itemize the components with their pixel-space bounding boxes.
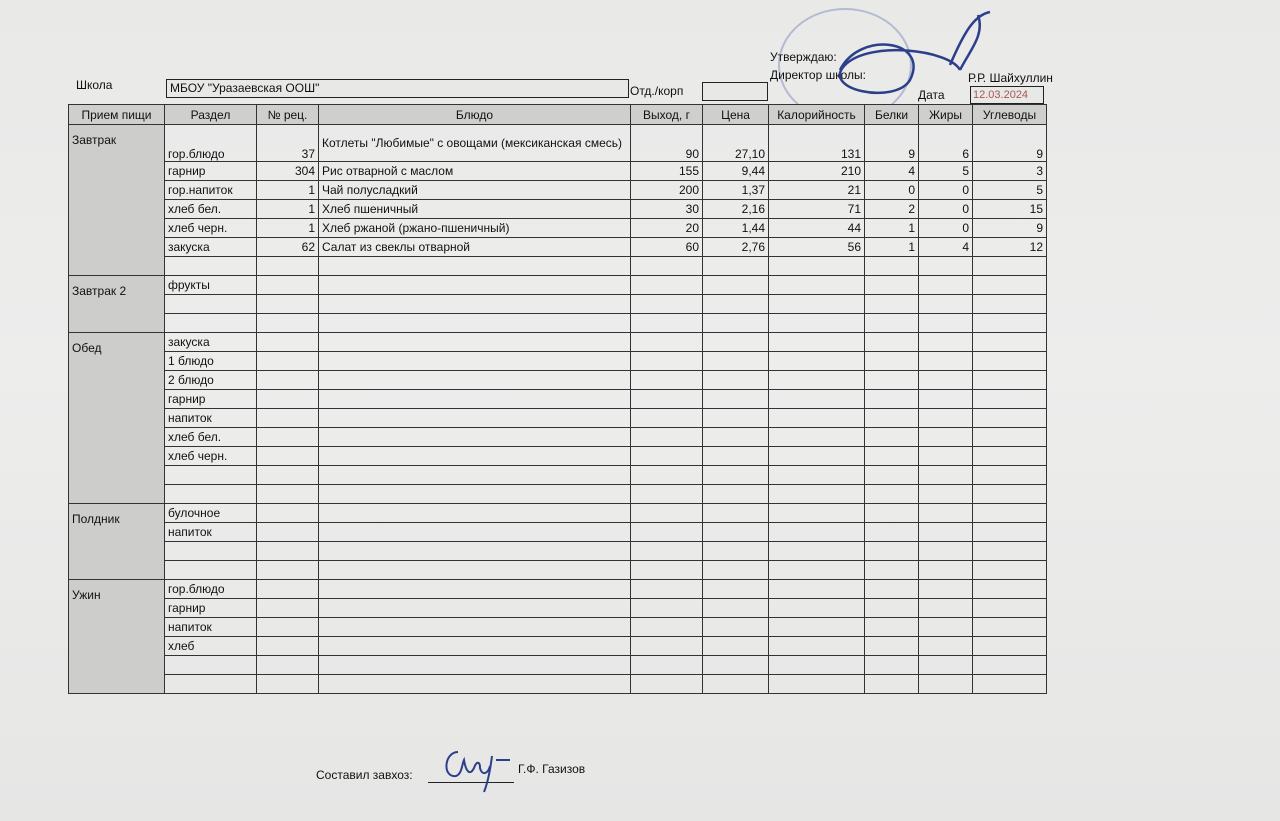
compiled-name: Г.Ф. Газизов [518,762,586,776]
meal-dinner: Ужин [69,580,165,694]
table-row [69,447,1047,466]
table-header [69,105,1047,125]
table-row [69,428,1047,447]
col-protein: Белки [865,105,919,125]
section-cell: хлеб черн. [165,447,257,466]
date-label: Дата [918,88,945,102]
manager-signature [440,738,520,794]
calories-cell: 44 [769,219,865,238]
col-dish: Блюдо [319,105,631,125]
table-row [69,542,1047,561]
section-cell: гарнир [165,599,257,618]
dish-cell: Салат из свеклы отварной [319,238,631,257]
output-cell: 90 [631,125,703,162]
table-row [69,656,1047,675]
section-cell: гарнир [165,162,257,181]
carbs-cell: 9 [973,219,1047,238]
table-row [69,390,1047,409]
calories-cell: 131 [769,125,865,162]
fat-cell: 0 [919,219,973,238]
calories-cell: 21 [769,181,865,200]
calories-cell: 56 [769,238,865,257]
fat-cell: 5 [919,162,973,181]
meal-breakfast: Завтрак [69,125,165,276]
col-calories: Калорийность [769,105,865,125]
section-cell: гор.напиток [165,181,257,200]
table-row [69,618,1047,637]
section-cell: фрукты [165,276,257,295]
director-name: Р.Р. Шайхуллин [968,71,1053,85]
col-meal: Прием пищи [69,105,165,125]
output-cell: 200 [631,181,703,200]
section-cell: напиток [165,523,257,542]
table-row [69,675,1047,694]
table-row [69,504,1047,523]
fat-cell: 0 [919,200,973,219]
school-name-field [166,79,629,98]
table-row [69,466,1047,485]
carbs-cell: 5 [973,181,1047,200]
col-price: Цена [703,105,769,125]
table-row [69,580,1047,599]
output-cell: 60 [631,238,703,257]
table-row [69,276,1047,295]
output-cell: 20 [631,219,703,238]
fat-cell: 0 [919,181,973,200]
meal-lunch: Обед [69,333,165,504]
recipe-cell: 1 [257,200,319,219]
col-fat: Жиры [919,105,973,125]
price-cell: 2,76 [703,238,769,257]
calories-cell: 210 [769,162,865,181]
section-cell: гор.блюдо [165,125,257,162]
meal-snack: Полдник [69,504,165,580]
price-cell: 1,44 [703,219,769,238]
table-row [69,219,1047,238]
table-row [69,371,1047,390]
protein-cell: 9 [865,125,919,162]
section-cell: булочное [165,504,257,523]
table-row [69,485,1047,504]
table-row [69,238,1047,257]
section-cell: напиток [165,409,257,428]
calories-cell: 71 [769,200,865,219]
col-section: Раздел [165,105,257,125]
dish-cell: Котлеты "Любимые" с овощами (мексиканская смесь) [319,125,631,162]
table-row [69,295,1047,314]
output-cell: 155 [631,162,703,181]
table-row [69,409,1047,428]
protein-cell: 1 [865,219,919,238]
price-cell: 2,16 [703,200,769,219]
protein-cell: 0 [865,181,919,200]
table-row [69,637,1047,656]
section-cell: гарнир [165,390,257,409]
section-cell: гор.блюдо [165,580,257,599]
price-cell: 9,44 [703,162,769,181]
table-row [69,257,1047,276]
protein-cell: 2 [865,200,919,219]
price-cell: 27,10 [703,125,769,162]
section-cell: хлеб бел. [165,428,257,447]
recipe-cell: 62 [257,238,319,257]
table-row [69,523,1047,542]
table-row [69,314,1047,333]
section-cell: напиток [165,618,257,637]
meal-breakfast2: Завтрак 2 [69,276,165,333]
protein-cell: 1 [865,238,919,257]
carbs-cell: 12 [973,238,1047,257]
table-row [69,181,1047,200]
dept-label: Отд./корп [630,84,684,98]
dish-cell: Чай полусладкий [319,181,631,200]
table-row [69,333,1047,352]
carbs-cell: 15 [973,200,1047,219]
section-cell: закуска [165,333,257,352]
section-cell: хлеб [165,637,257,656]
output-cell: 30 [631,200,703,219]
dept-field [702,82,768,101]
table-row [69,561,1047,580]
recipe-cell: 304 [257,162,319,181]
fat-cell: 4 [919,238,973,257]
dish-cell: Хлеб ржаной (ржано-пшеничный) [319,219,631,238]
table-row [69,162,1047,181]
menu-table [68,104,1047,694]
table-row [69,599,1047,618]
section-cell: хлеб бел. [165,200,257,219]
director-signature [800,10,1010,110]
approve-label: Утверждаю: [770,50,837,64]
director-label: Директор школы: [770,68,866,82]
col-output: Выход, г [631,105,703,125]
section-cell: 2 блюдо [165,371,257,390]
protein-cell: 4 [865,162,919,181]
table-row [69,200,1047,219]
school-label: Школа [76,78,113,92]
dish-cell: Хлеб пшеничный [319,200,631,219]
col-carbs: Углеводы [973,105,1047,125]
carbs-cell: 3 [973,162,1047,181]
section-cell: закуска [165,238,257,257]
school-name: МБОУ "Уразаевская ООШ" [170,81,320,95]
section-cell: хлеб черн. [165,219,257,238]
carbs-cell: 9 [973,125,1047,162]
recipe-cell: 37 [257,125,319,162]
table-row [69,352,1047,371]
section-cell: 1 блюдо [165,352,257,371]
fat-cell: 6 [919,125,973,162]
price-cell: 1,37 [703,181,769,200]
dish-cell: Рис отварной с маслом [319,162,631,181]
table-row [69,125,1047,162]
recipe-cell: 1 [257,219,319,238]
recipe-cell: 1 [257,181,319,200]
col-recipe: № рец. [257,105,319,125]
compiled-label: Составил завхоз: [316,768,413,782]
date-value: 12.03.2024 [973,89,1029,101]
